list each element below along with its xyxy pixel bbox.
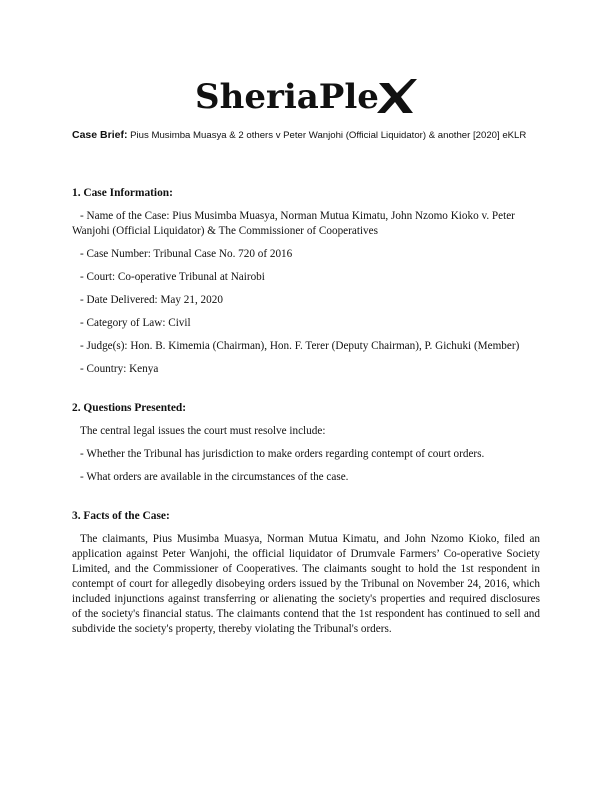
list-item: - Court: Co-operative Tribunal at Nairobi bbox=[80, 271, 265, 283]
brand-name: SheriaPle bbox=[195, 77, 379, 117]
document-body bbox=[72, 186, 540, 661]
section-heading: 1. Case Information: bbox=[72, 187, 173, 199]
list-item: - What orders are available in the circumstances of the case. bbox=[80, 471, 349, 483]
list-item: - Judge(s): Hon. B. Kimemia (Chairman), Hon. F. Terer (Deputy Chairman), P. Gichuki (Member) bbox=[80, 340, 520, 352]
case-brief-label: Case Brief: bbox=[72, 129, 128, 141]
section-heading: 2. Questions Presented: bbox=[72, 402, 187, 414]
facts-section bbox=[72, 509, 540, 637]
list-item: - Name of the Case: Pius Musimba Muasya, Norman Mutua Kimatu, John Nzomo Kioko v. Peter Wanjohi (Official Liquidator) & The Commissioner of Cooperatives bbox=[72, 210, 515, 237]
list-item: - Case Number: Tribunal Case No. 720 of 2016 bbox=[80, 248, 293, 260]
case-brief-header bbox=[72, 128, 542, 143]
list-item: - Whether the Tribunal has jurisdiction to make orders regarding contempt of court orders. bbox=[80, 448, 485, 460]
questions-presented-section bbox=[72, 401, 540, 485]
list-item: - Date Delivered: May 21, 2020 bbox=[80, 294, 223, 306]
brand-logo bbox=[0, 74, 612, 120]
list-item: - Country: Kenya bbox=[80, 363, 159, 375]
case-brief-title: Pius Musimba Muasya & 2 others v Peter Wanjohi (Official Liquidator) & another [2020] eKLR bbox=[130, 130, 527, 141]
x-logo-icon bbox=[377, 79, 417, 115]
facts-paragraph: The claimants, Pius Musimba Muasya, Norman Mutua Kimatu, and John Nzomo Kioko, filed an application against Peter Wanjohi, the official liquidator of Drumvale Farmers’ Co-operative Society Limited, and the Commissioner of Cooperatives. The claimants sought to hold the 1st respondent in contempt of court for allegedly disobeying orders issued by the Tribunal on November 24, 2016, which included injunctions against transferring or alienating the society's properties and required disclosures of the society's financial status. The claimants contend that the 1st respondent has continued to sell and subdivide the society's property, thereby violating the Tribunal's orders. bbox=[72, 533, 540, 635]
list-item: The central legal issues the court must resolve include: bbox=[80, 425, 326, 437]
section-heading: 3. Facts of the Case: bbox=[72, 510, 170, 522]
case-information-section bbox=[72, 186, 540, 377]
list-item: - Category of Law: Civil bbox=[80, 317, 191, 329]
